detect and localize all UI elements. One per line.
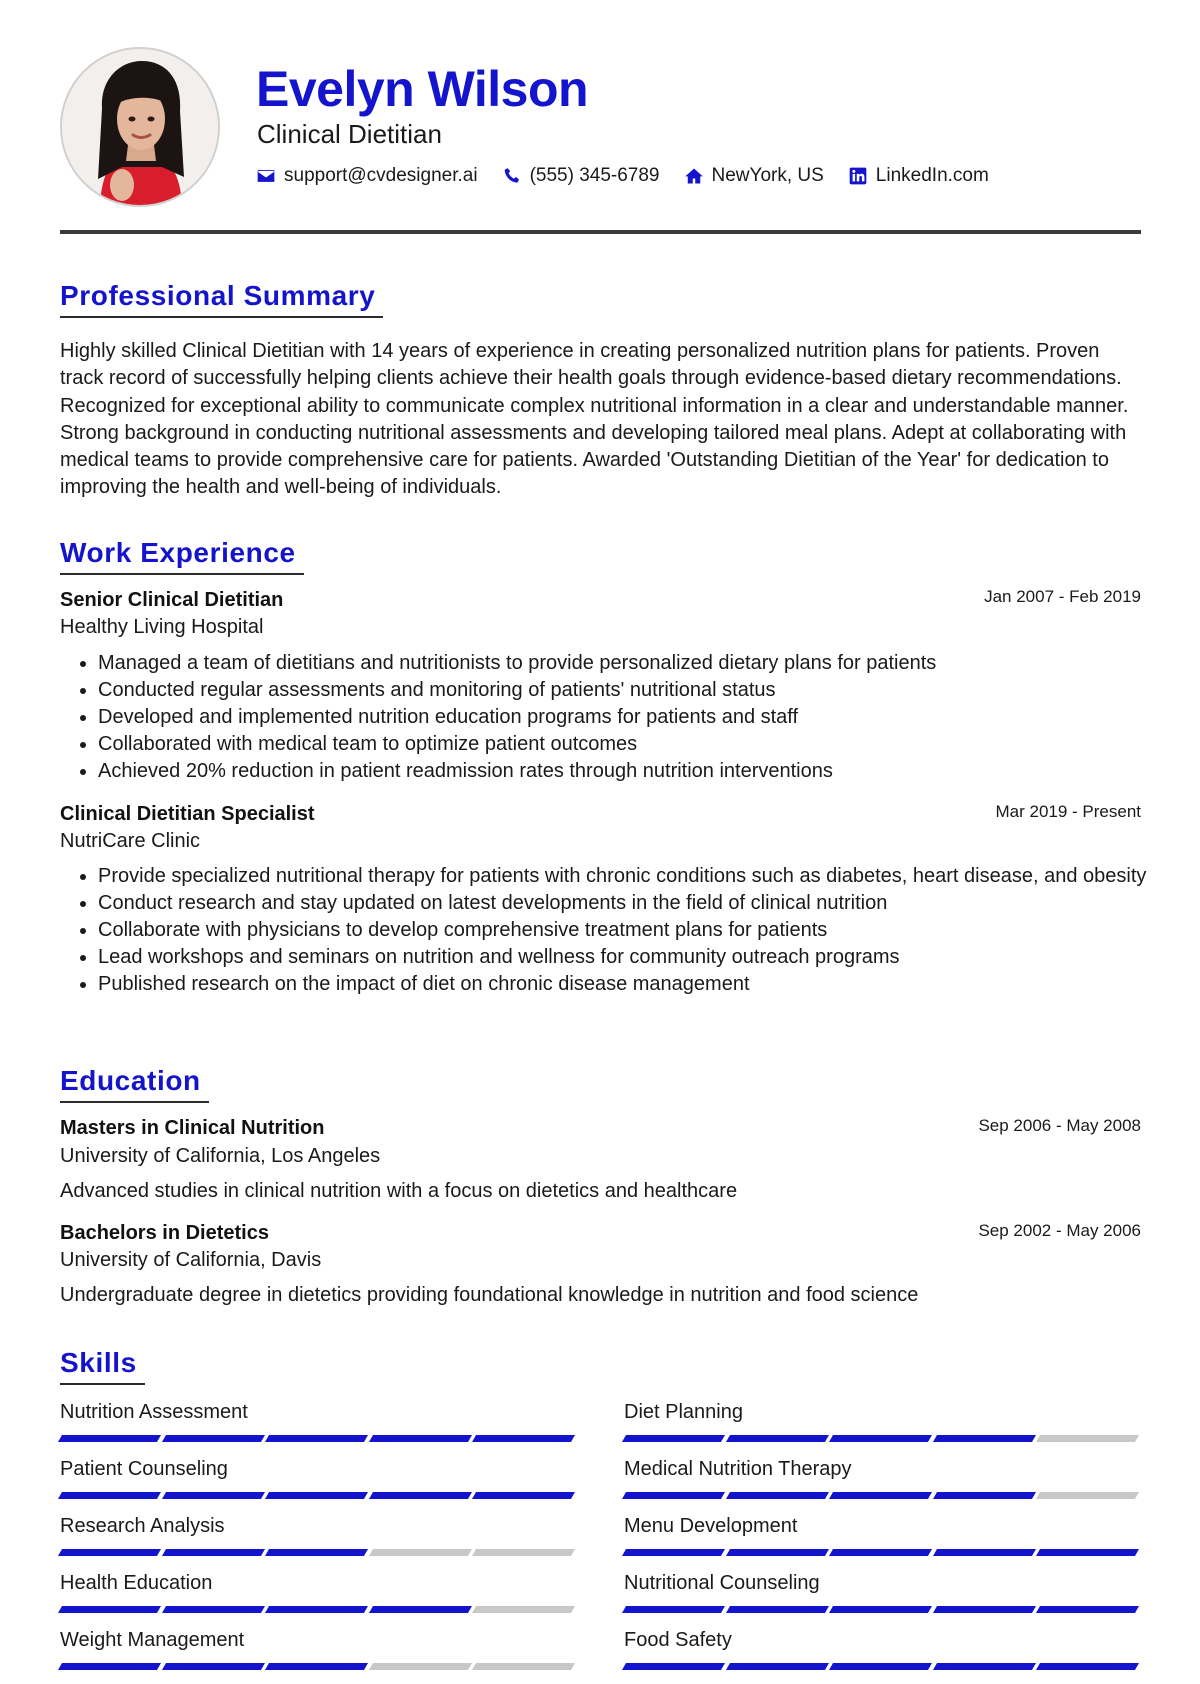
education-heading: Education: [60, 1064, 209, 1103]
job-bullets: [60, 650, 1178, 785]
skill-level-segment-filled: [726, 1606, 829, 1613]
summary-heading: Professional Summary: [60, 279, 383, 318]
skill-level-segment-filled: [162, 1549, 265, 1556]
skill-level-segment-filled: [933, 1663, 1036, 1670]
contact-email-text: support@cvdesigner.ai: [284, 165, 478, 186]
education-dates: Sep 2006 - May 2008: [978, 1116, 1141, 1135]
skill-level-segment-filled: [162, 1435, 265, 1442]
contact-bar: [256, 165, 1013, 187]
job-title: Clinical Dietitian Specialist: [60, 803, 315, 825]
skill-name: Nutritional Counseling: [624, 1572, 820, 1594]
skill-name: Medical Nutrition Therapy: [624, 1458, 852, 1480]
skill-level-segment-filled: [829, 1492, 932, 1499]
education-degree: Bachelors in Dietetics: [60, 1222, 269, 1244]
contact-phone[interactable]: [502, 165, 660, 187]
job-bullets: [60, 863, 1178, 998]
education-degree: Masters in Clinical Nutrition: [60, 1117, 325, 1139]
skill-level-segment-filled: [1036, 1606, 1139, 1613]
skill-level-segment-filled: [933, 1492, 1036, 1499]
skill-level-segment-filled: [829, 1606, 932, 1613]
skill-level-segment-filled: [472, 1492, 575, 1499]
skill-item: [624, 1399, 1142, 1442]
contact-phone-text: (555) 345-6789: [529, 165, 660, 186]
contact-location-text: NewYork, US: [711, 165, 824, 186]
job-bullet: • Achieved 20% reduction in patient readmission rates through nutrition interventions: [98, 758, 1178, 785]
profile-photo: [60, 47, 220, 207]
skill-level-segment-filled: [162, 1492, 265, 1499]
skill-level-segment-filled: [162, 1606, 265, 1613]
skill-level-segment-empty: [1036, 1435, 1139, 1442]
job-title: Senior Clinical Dietitian: [60, 589, 284, 611]
skill-level-segment-empty: [472, 1663, 575, 1670]
job-dates: Mar 2019 - Present: [995, 802, 1141, 821]
skill-name: Nutrition Assessment: [60, 1401, 248, 1423]
skill-level-segment-filled: [58, 1549, 161, 1556]
skill-name: Diet Planning: [624, 1401, 743, 1423]
skill-item: [624, 1570, 1142, 1613]
skill-level-segment-filled: [162, 1663, 265, 1670]
job-dates: Jan 2007 - Feb 2019: [984, 587, 1141, 606]
skill-level-segment-filled: [726, 1492, 829, 1499]
skill-level-bar: [624, 1549, 1142, 1556]
job-company: NutriCare Clinic: [60, 830, 201, 852]
skill-name: Patient Counseling: [60, 1458, 228, 1480]
skill-level-segment-empty: [472, 1549, 575, 1556]
skill-level-segment-filled: [829, 1435, 932, 1442]
skill-item: [60, 1399, 578, 1442]
skill-level-segment-filled: [726, 1663, 829, 1670]
skill-level-segment-filled: [726, 1549, 829, 1556]
skill-level-bar: [624, 1435, 1142, 1442]
contact-location: [684, 165, 824, 187]
skill-level-segment-filled: [933, 1549, 1036, 1556]
skill-level-bar: [60, 1606, 578, 1613]
candidate-title: Clinical Dietitian: [257, 119, 442, 149]
skill-level-bar: [60, 1663, 578, 1670]
skill-level-segment-filled: [265, 1549, 368, 1556]
skill-level-segment-filled: [472, 1435, 575, 1442]
job-bullet: • Published research on the impact of diet on chronic disease management: [98, 971, 1178, 998]
skill-name: Health Education: [60, 1572, 213, 1594]
job-bullet: • Collaborated with medical team to optimize patient outcomes: [98, 731, 1178, 758]
skill-level-segment-filled: [58, 1435, 161, 1442]
skill-name: Weight Management: [60, 1629, 245, 1651]
job-bullet: • Lead workshops and seminars on nutrition and wellness for community outreach programs: [98, 944, 1178, 971]
skills-heading: Skills: [60, 1346, 145, 1385]
home-icon: [684, 166, 704, 186]
skill-level-segment-filled: [622, 1492, 725, 1499]
skill-item: [624, 1627, 1142, 1670]
skill-level-segment-filled: [265, 1435, 368, 1442]
phone-icon: [502, 166, 522, 186]
experience-heading: Work Experience: [60, 536, 304, 575]
skill-level-segment-empty: [369, 1549, 472, 1556]
summary-text: Highly skilled Clinical Dietitian with 14 years of experience in creating personalized nutrition plans for patients. Proven track record of successfully helping clients achieve their health goals through evidence-based dietary recommendations. Recognized for exceptional ability to communicate complex nutritional information in a clear and understandable manner. Strong background in conducting nutritional assessments and developing tailored meal plans. Adept at collaborating with medical teams to provide comprehensive care for patients. Awarded 'Outstanding Dietitian of the Year' for dedication to improving the health and well-being of individuals.: [60, 340, 1129, 499]
job-bullet: • Conduct research and stay updated on latest developments in the field of clinical nutrition: [98, 890, 1178, 917]
skill-item: [60, 1456, 578, 1499]
education-dates: Sep 2002 - May 2006: [978, 1221, 1141, 1240]
skill-level-segment-filled: [622, 1663, 725, 1670]
skill-level-bar: [624, 1492, 1142, 1499]
skill-level-bar: [60, 1435, 578, 1442]
skill-level-segment-filled: [265, 1606, 368, 1613]
skill-level-segment-filled: [58, 1492, 161, 1499]
skill-level-segment-filled: [622, 1549, 725, 1556]
skill-item: [624, 1513, 1142, 1556]
skill-level-segment-filled: [369, 1606, 472, 1613]
portrait-image: [62, 49, 218, 205]
skill-level-segment-filled: [622, 1435, 725, 1442]
skill-item: [624, 1456, 1142, 1499]
skill-level-segment-filled: [369, 1492, 472, 1499]
contact-linkedin-text: LinkedIn.com: [875, 165, 989, 186]
skill-level-bar: [60, 1549, 578, 1556]
skill-level-segment-filled: [1036, 1663, 1139, 1670]
skill-level-segment-filled: [829, 1663, 932, 1670]
skill-item: [60, 1570, 578, 1613]
job-bullet: • Provide specialized nutritional therapy for patients with chronic conditions such as diabetes, heart disease, and obesity: [98, 863, 1178, 890]
skill-level-bar: [624, 1606, 1142, 1613]
skill-name: Menu Development: [624, 1515, 798, 1537]
skill-level-segment-filled: [829, 1549, 932, 1556]
skill-level-bar: [60, 1492, 578, 1499]
skill-level-segment-empty: [1036, 1492, 1139, 1499]
education-school: University of California, Davis: [60, 1249, 322, 1271]
skill-level-segment-empty: [472, 1606, 575, 1613]
skill-level-segment-filled: [265, 1492, 368, 1499]
header-divider: [60, 230, 1141, 234]
skill-item: [60, 1627, 578, 1670]
linkedin-icon: [848, 166, 868, 186]
education-description: Undergraduate degree in dietetics providing foundational knowledge in nutrition and food science: [60, 1284, 919, 1306]
skill-level-segment-filled: [265, 1663, 368, 1670]
job-bullet: • Collaborate with physicians to develop comprehensive treatment plans for patients: [98, 917, 1178, 944]
candidate-name: Evelyn Wilson: [256, 61, 589, 117]
skill-level-segment-filled: [58, 1663, 161, 1670]
skill-name: Research Analysis: [60, 1515, 225, 1537]
skill-level-segment-filled: [933, 1435, 1036, 1442]
skill-item: [60, 1513, 578, 1556]
envelope-icon: [256, 166, 276, 186]
contact-email[interactable]: [256, 165, 478, 187]
skill-level-segment-empty: [369, 1663, 472, 1670]
contact-linkedin[interactable]: [848, 165, 989, 187]
job-bullet: • Managed a team of dietitians and nutritionists to provide personalized dietary plans for patients: [98, 650, 1178, 677]
education-description: Advanced studies in clinical nutrition with a focus on dietetics and healthcare: [60, 1180, 738, 1202]
skill-level-segment-filled: [1036, 1549, 1139, 1556]
job-bullet: • Conducted regular assessments and monitoring of patients' nutritional status: [98, 677, 1178, 704]
skill-level-segment-filled: [58, 1606, 161, 1613]
skill-level-segment-filled: [369, 1435, 472, 1442]
skill-level-segment-filled: [933, 1606, 1036, 1613]
skill-level-segment-filled: [622, 1606, 725, 1613]
skill-level-bar: [624, 1663, 1142, 1670]
skill-level-segment-filled: [726, 1435, 829, 1442]
job-company: Healthy Living Hospital: [60, 616, 264, 638]
job-bullet: • Developed and implemented nutrition education programs for patients and staff: [98, 704, 1178, 731]
skill-name: Food Safety: [624, 1629, 732, 1651]
education-school: University of California, Los Angeles: [60, 1145, 381, 1167]
